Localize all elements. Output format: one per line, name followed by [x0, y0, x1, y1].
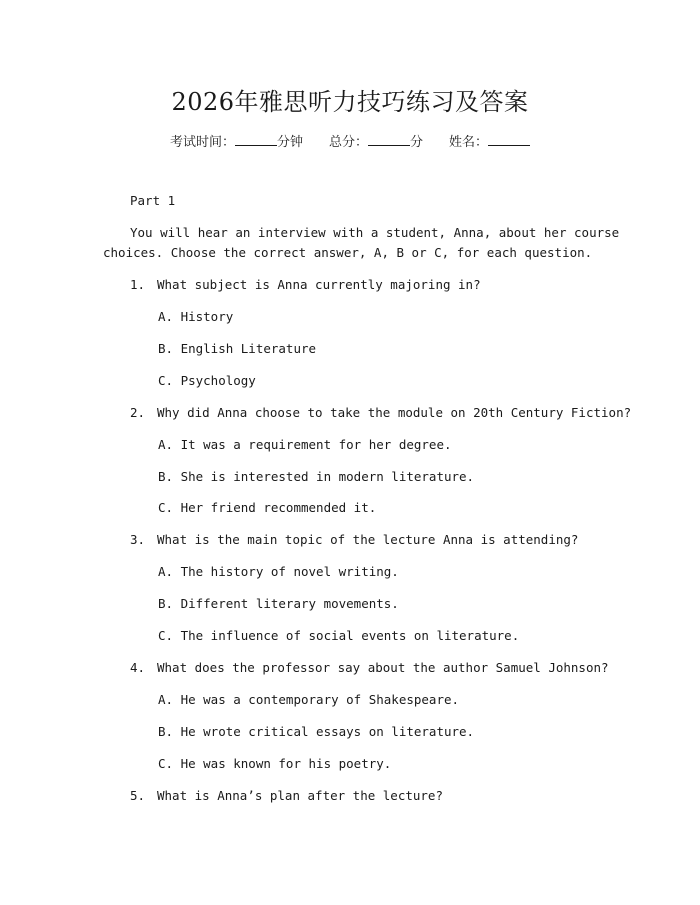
question-text: What is Anna’s plan after the lecture? [157, 788, 443, 803]
question-text: What subject is Anna currently majoring in? [157, 277, 481, 292]
score-blank [368, 133, 410, 146]
question-4-option-c: C. He was known for his poetry. [158, 756, 392, 771]
question-2 [130, 405, 631, 420]
question-number: 1. [130, 277, 146, 292]
score-unit: 分 [410, 135, 424, 150]
question-3-option-c: C. The influence of social events on literature. [158, 628, 520, 643]
question-4-option-a: A. He was a contemporary of Shakespeare. [158, 692, 460, 707]
part-heading: Part 1 [130, 193, 176, 208]
question-text: What does the professor say about the author Samuel Johnson? [157, 660, 609, 675]
name-blank [488, 133, 530, 146]
question-1-option-c: C. Psychology [158, 373, 256, 388]
score-label: 总分： [328, 135, 368, 150]
question-number: 5. [130, 788, 146, 803]
time-blank [235, 133, 277, 146]
question-5 [130, 788, 443, 803]
question-text: Why did Anna choose to take the module on 20th Century Fiction? [157, 405, 632, 420]
question-number: 3. [130, 532, 146, 547]
question-2-option-b: B. She is interested in modern literature. [158, 469, 475, 484]
question-1 [130, 277, 481, 292]
name-label: 姓名： [449, 135, 489, 150]
question-2-option-c: C. Her friend recommended it. [158, 500, 377, 515]
question-number: 2. [130, 405, 146, 420]
question-3-option-b: B. Different literary movements. [158, 596, 399, 611]
question-4-option-b: B. He wrote critical essays on literature. [158, 724, 475, 739]
instructions-line-1: You will hear an interview with a student, Anna, about her course [130, 225, 620, 240]
question-number: 4. [130, 660, 146, 675]
question-1-option-b: B. English Literature [158, 341, 317, 356]
time-label: 考试时间： [169, 135, 235, 150]
question-2-option-a: A. It was a requirement for her degree. [158, 437, 452, 452]
question-3 [130, 532, 578, 547]
question-4 [130, 660, 609, 675]
question-3-option-a: A. The history of novel writing. [158, 564, 399, 579]
question-text: What is the main topic of the lecture Anna is attending? [157, 532, 579, 547]
time-unit: 分钟 [276, 135, 303, 150]
document-title: 2026年雅思听力技巧练习及答案 [171, 88, 529, 116]
question-1-option-a: A. History [158, 309, 234, 324]
instructions-line-2: choices. Choose the correct answer, A, B or C, for each question. [103, 245, 593, 260]
exam-info-line [0, 131, 700, 150]
